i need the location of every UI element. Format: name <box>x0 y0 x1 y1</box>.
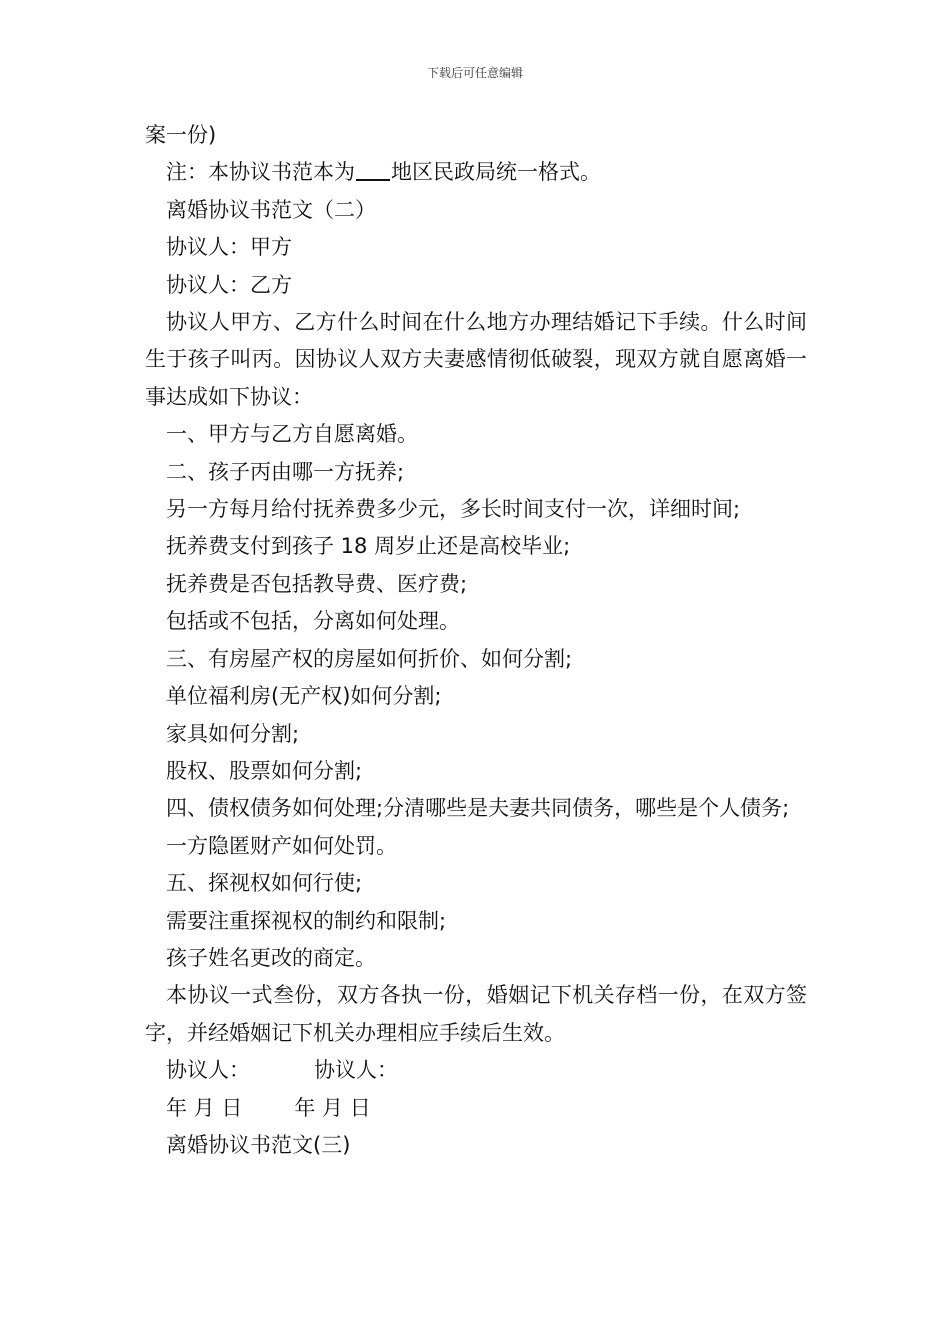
clause-1: 一、甲方与乙方自愿离婚。 <box>166 422 418 447</box>
date-left: 年 月 日 <box>166 1095 243 1120</box>
note-text-before: 注：本协议书范本为 <box>166 160 355 185</box>
section-title-3: 离婚协议书范文(三) <box>166 1132 351 1157</box>
note-text-after: 地区民政局统一格式。 <box>391 160 601 185</box>
clause-3-shares: 股权、股票如何分割; <box>166 758 363 783</box>
clause-4: 四、债权债务如何处理;分清哪些是夫妻共同债务，哪些是个人债务; <box>166 796 790 821</box>
party-a-line: 协议人：甲方 <box>166 235 292 260</box>
intro-paragraph: 协议人甲方、乙方什么时间在什么地方办理结婚记下手续。什么时间生于孩子叫丙。因协议人双方夫妻感情彻低破裂，现双方就自愿离婚一事达成如下协议： <box>145 310 807 409</box>
signature-right: 协议人： <box>314 1058 398 1083</box>
clause-3: 三、有房屋产权的房屋如何折价、如何分割; <box>166 646 573 671</box>
clause-2-support-duration: 抚养费支付到孩子 18 周岁止还是高校毕业; <box>166 534 571 559</box>
clause-2-support-payment: 另一方每月给付抚养费多少元，多长时间支付一次，详细时间; <box>166 497 741 522</box>
blank-underline <box>356 159 390 181</box>
clause-2: 二、孩子丙由哪一方抚养; <box>166 459 405 484</box>
signature-left: 协议人： <box>166 1058 250 1083</box>
section-title: 离婚协议书范文（二） <box>166 197 376 222</box>
signature-line <box>145 1052 807 1089</box>
clause-5: 五、探视权如何行使; <box>166 871 363 896</box>
date-right: 年 月 日 <box>294 1095 371 1120</box>
clause-4-concealment: 一方隐匿财产如何处罚。 <box>166 833 397 858</box>
clause-2-support-handling: 包括或不包括，分离如何处理。 <box>166 609 460 634</box>
clause-5-restrictions: 需要注重探视权的制约和限制; <box>166 908 447 933</box>
party-b-line: 协议人：乙方 <box>166 272 292 297</box>
document-body <box>145 117 807 1164</box>
closing-paragraph: 本协议一式叁份，双方各执一份，婚姻记下机关存档一份，在双方签字，并经婚姻记下机关办理相应手续后生效。 <box>145 983 807 1045</box>
clause-5-child-name: 孩子姓名更改的商定。 <box>166 945 376 970</box>
clause-2-support-scope: 抚养费是否包括教导费、医疗费; <box>166 571 468 596</box>
clause-3-furniture: 家具如何分割; <box>166 721 300 746</box>
clause-3-welfare-housing: 单位福利房(无产权)如何分割; <box>166 684 442 709</box>
note-line <box>145 154 807 191</box>
continuation-line: 案一份) <box>145 123 217 147</box>
page-header: 下载后可任意编辑 <box>426 66 523 80</box>
date-line <box>145 1090 807 1127</box>
